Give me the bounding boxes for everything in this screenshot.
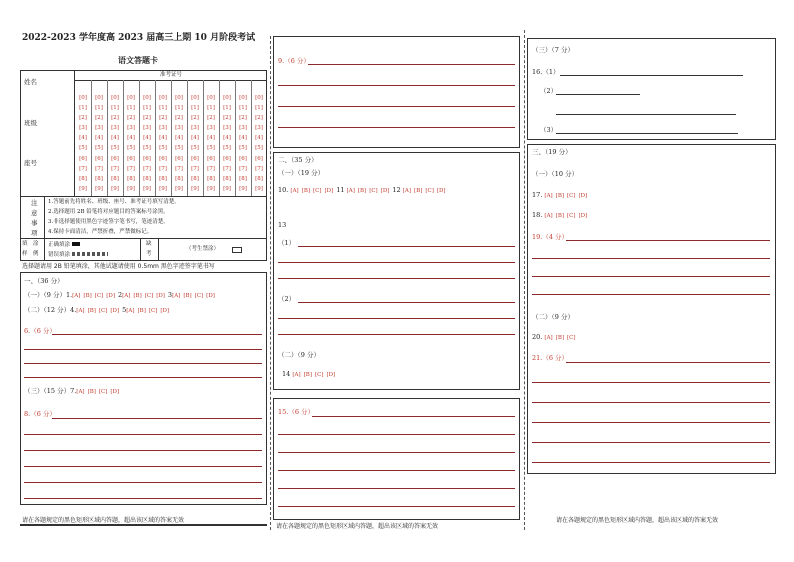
exam-number-column bbox=[236, 93, 250, 194]
option-bubble[interactable]: [A] bbox=[122, 293, 131, 299]
answer-options bbox=[544, 211, 590, 219]
digit-bubble[interactable]: [5] bbox=[207, 145, 215, 152]
digit-bubble[interactable]: [0] bbox=[175, 95, 183, 101]
digit-bubble[interactable]: [9] bbox=[159, 185, 167, 192]
digit-bubble[interactable]: [9] bbox=[79, 185, 87, 192]
digit-bubble[interactable]: [9] bbox=[143, 185, 151, 192]
digit-bubble[interactable]: [6] bbox=[111, 155, 119, 162]
answer-box-q9 bbox=[273, 36, 520, 148]
digit-bubble[interactable]: [0] bbox=[143, 95, 151, 101]
digit-bubble[interactable]: [6] bbox=[95, 155, 103, 162]
exam-title: 2022-2023 学年度高 2023 届高三上期 10 月阶段考试 bbox=[22, 33, 256, 43]
filled-mark-icon bbox=[72, 242, 80, 246]
answer-options bbox=[292, 370, 338, 378]
option-bubble[interactable]: [A] bbox=[76, 308, 85, 314]
digit-bubble[interactable]: [7] bbox=[239, 165, 247, 172]
digit-bubble[interactable]: [5] bbox=[159, 145, 167, 152]
digit-bubble[interactable]: [8] bbox=[95, 175, 103, 182]
option-bubble[interactable]: [C] bbox=[567, 193, 576, 199]
option-bubble[interactable]: [D] bbox=[380, 188, 390, 194]
digit-bubble[interactable]: [1] bbox=[223, 105, 231, 112]
part1-heading: （一）（10 分） bbox=[532, 170, 579, 178]
digit-bubble[interactable]: [5] bbox=[143, 145, 151, 152]
option-bubble[interactable]: [B] bbox=[414, 188, 423, 194]
digit-bubble[interactable]: [6] bbox=[239, 155, 247, 162]
option-bubble[interactable]: [D] bbox=[206, 293, 215, 299]
digit-bubble[interactable]: [7] bbox=[127, 165, 135, 172]
digit-bubble[interactable]: [9] bbox=[255, 185, 263, 192]
absent-label: 考 bbox=[146, 251, 152, 257]
option-bubble[interactable]: [D] bbox=[110, 308, 120, 314]
digit-bubble[interactable]: [7] bbox=[207, 165, 215, 172]
digit-bubble[interactable]: [0] bbox=[159, 95, 167, 101]
exam-number-column bbox=[188, 93, 202, 194]
absent-label: 缺 bbox=[146, 241, 152, 247]
digit-bubble[interactable]: [6] bbox=[127, 155, 135, 162]
digit-bubble[interactable]: [4] bbox=[111, 135, 119, 142]
part2-heading: （二）（9 分） bbox=[532, 313, 574, 321]
digit-bubble[interactable]: [6] bbox=[175, 155, 183, 162]
digit-bubble[interactable]: [1] bbox=[159, 105, 167, 112]
notes-label-2: 意 bbox=[31, 209, 38, 217]
exam-number-label: 准考证号 bbox=[160, 72, 183, 78]
digit-bubble[interactable]: [9] bbox=[111, 185, 119, 192]
digit-bubble[interactable]: [0] bbox=[255, 95, 263, 101]
digit-bubble[interactable]: [8] bbox=[159, 175, 167, 182]
note-line: 4.保持卡面清洁，严禁折叠，严禁做标记。 bbox=[48, 229, 153, 235]
instruction-text: 选择题请用 2B 铅笔填涂，其他试题请使用 0.5mm 黑色字迹签字笔书写 bbox=[22, 263, 215, 270]
digit-bubble[interactable]: [6] bbox=[191, 155, 199, 162]
digit-bubble[interactable]: [5] bbox=[255, 145, 263, 152]
option-bubble[interactable]: [B] bbox=[137, 308, 146, 314]
option-bubble[interactable]: [A] bbox=[544, 213, 553, 219]
footer-note-col3: 请在各题规定的黑色矩形区域内答题，超出该区域的答案无效 bbox=[556, 517, 719, 524]
digit-bubble[interactable]: [4] bbox=[143, 135, 151, 142]
digit-bubble[interactable]: [2] bbox=[191, 115, 199, 122]
digit-bubble[interactable]: [3] bbox=[207, 125, 215, 132]
q13-1-label: （1） bbox=[278, 239, 296, 247]
answer-options bbox=[544, 191, 590, 199]
part3-heading: （三）（15 分）7.[A] [B] [C] [D] bbox=[24, 388, 122, 396]
card-subtitle: 语文答题卡 bbox=[118, 55, 158, 65]
option-bubble[interactable]: [C] bbox=[194, 293, 204, 299]
digit-bubble[interactable]: [7] bbox=[223, 165, 231, 172]
digit-bubble[interactable]: [3] bbox=[127, 125, 135, 132]
digit-bubble[interactable]: [5] bbox=[95, 145, 103, 152]
digit-bubble[interactable]: [6] bbox=[255, 155, 263, 162]
digit-bubble[interactable]: [5] bbox=[223, 145, 231, 152]
option-bubble[interactable]: [D] bbox=[578, 213, 588, 219]
wrong-fill-label: 错误填涂 bbox=[48, 252, 108, 259]
seat-label: 座号 bbox=[24, 159, 37, 167]
option-bubble[interactable]: [A] bbox=[402, 188, 412, 194]
option-bubble[interactable]: [D] bbox=[578, 193, 588, 199]
digit-bubble[interactable]: [9] bbox=[95, 185, 103, 192]
option-bubble[interactable]: [A] bbox=[544, 193, 553, 199]
answer-options bbox=[76, 306, 122, 314]
digit-bubble[interactable]: [0] bbox=[95, 95, 103, 101]
option-bubble[interactable]: [C] bbox=[144, 293, 154, 299]
option-bubble[interactable]: [B] bbox=[183, 293, 192, 299]
answer-options bbox=[72, 291, 118, 299]
digit-bubble[interactable]: [9] bbox=[239, 185, 247, 192]
digit-bubble[interactable]: [9] bbox=[223, 185, 231, 192]
digit-bubble[interactable]: [3] bbox=[175, 125, 183, 132]
option-bubble[interactable]: [A] bbox=[172, 293, 181, 299]
option-bubble[interactable]: [D] bbox=[326, 372, 336, 378]
digit-bubble[interactable]: [5] bbox=[175, 145, 183, 152]
digit-bubble[interactable]: [7] bbox=[111, 165, 119, 172]
digit-bubble[interactable]: [0] bbox=[239, 95, 247, 101]
digit-bubble[interactable]: [8] bbox=[111, 175, 119, 182]
digit-bubble[interactable]: [7] bbox=[255, 165, 263, 172]
q13-2-label: （2） bbox=[278, 295, 296, 303]
digit-bubble[interactable]: [7] bbox=[143, 165, 151, 172]
digit-bubble[interactable]: [8] bbox=[143, 175, 151, 182]
option-bubble[interactable]: [A] bbox=[290, 188, 299, 194]
exam-number-column bbox=[252, 93, 266, 194]
option-bubble[interactable]: [B] bbox=[83, 293, 92, 299]
notes-label-4: 项 bbox=[31, 229, 38, 237]
digit-bubble[interactable]: [1] bbox=[95, 105, 103, 112]
digit-bubble[interactable]: [9] bbox=[207, 185, 215, 192]
digit-bubble[interactable]: [1] bbox=[207, 105, 215, 112]
part2-heading: （二）（12 分）4.[A] [B] [C] [D] 5[A] [B] [C] [D] bbox=[24, 307, 172, 315]
part3-heading: （三）（7 分） bbox=[532, 46, 574, 54]
q13-label: 13 bbox=[278, 221, 287, 229]
digit-bubble[interactable]: [1] bbox=[79, 105, 87, 112]
option-bubble[interactable]: [A] bbox=[72, 293, 81, 299]
q16-2-label: （2） bbox=[540, 87, 558, 95]
option-bubble[interactable]: [D] bbox=[324, 188, 334, 194]
q16-3-label: （3） bbox=[540, 126, 558, 134]
option-bubble[interactable]: [D] bbox=[160, 308, 170, 314]
correct-fill-label: 正确填涂 bbox=[48, 242, 80, 249]
digit-bubble[interactable]: [4] bbox=[239, 135, 247, 142]
digit-bubble[interactable]: [3] bbox=[223, 125, 231, 132]
digit-bubble[interactable]: [9] bbox=[191, 185, 199, 192]
digit-bubble[interactable]: [7] bbox=[79, 165, 87, 172]
q18-row: 18. [A] [B] [C] [D] bbox=[532, 212, 590, 220]
digit-bubble[interactable]: [4] bbox=[175, 135, 183, 142]
option-bubble[interactable]: [C] bbox=[567, 213, 576, 219]
q15-label: 15.（6 分） bbox=[278, 408, 315, 416]
q14-row: 14 [A] [B] [C] [D] bbox=[282, 371, 338, 379]
answer-options bbox=[403, 186, 449, 194]
digit-bubble[interactable]: [2] bbox=[95, 115, 103, 122]
section1-heading: 一、（36 分） bbox=[24, 277, 64, 285]
digit-bubble[interactable]: [8] bbox=[175, 175, 183, 182]
digit-bubble[interactable]: [2] bbox=[143, 115, 151, 122]
answer-options bbox=[122, 291, 168, 299]
option-bubble[interactable]: [C] bbox=[425, 188, 434, 194]
digit-bubble[interactable]: [1] bbox=[143, 105, 151, 112]
digit-bubble[interactable]: [0] bbox=[191, 95, 199, 101]
option-bubble[interactable]: [C] bbox=[369, 188, 378, 194]
digit-bubble[interactable]: [3] bbox=[79, 125, 87, 132]
answer-options bbox=[76, 387, 122, 395]
digit-bubble[interactable]: [2] bbox=[175, 115, 183, 122]
digit-bubble[interactable]: [7] bbox=[191, 165, 199, 172]
digit-bubble[interactable]: [5] bbox=[191, 145, 199, 152]
digit-bubble[interactable]: [6] bbox=[223, 155, 231, 162]
digit-bubble[interactable]: [2] bbox=[127, 115, 135, 122]
part1-heading: （一）（19 分） bbox=[278, 169, 325, 177]
q16-1-label: 16.（1） bbox=[532, 68, 560, 76]
digit-bubble[interactable]: [6] bbox=[207, 155, 215, 162]
digit-bubble[interactable]: [8] bbox=[223, 175, 231, 182]
digit-bubble[interactable]: [4] bbox=[191, 135, 199, 142]
digit-bubble[interactable]: [4] bbox=[79, 135, 87, 142]
digit-bubble[interactable]: [5] bbox=[127, 145, 135, 152]
digit-bubble[interactable]: [0] bbox=[79, 95, 87, 101]
note-line: 1.答题前先将姓名、班级、座号、准考证号填写清楚。 bbox=[48, 199, 180, 205]
option-bubble[interactable]: [C] bbox=[98, 389, 108, 395]
digit-bubble[interactable]: [4] bbox=[127, 135, 135, 142]
option-bubble[interactable]: [A] bbox=[76, 389, 85, 395]
digit-bubble[interactable]: [1] bbox=[111, 105, 119, 112]
name-label: 姓名 bbox=[24, 78, 37, 86]
digit-bubble[interactable]: [2] bbox=[223, 115, 231, 122]
option-bubble[interactable]: [B] bbox=[555, 335, 565, 341]
note-line: 3.非选择题使用黑色字迹签字笔书写，笔迹清楚。 bbox=[48, 219, 169, 225]
digit-bubble[interactable]: [8] bbox=[127, 175, 135, 182]
option-bubble[interactable]: [D] bbox=[110, 389, 120, 395]
absent-note: （考生禁涂） bbox=[186, 246, 220, 252]
exam-number-column bbox=[220, 93, 234, 194]
digit-bubble[interactable]: [5] bbox=[111, 145, 119, 152]
option-bubble[interactable]: [C] bbox=[98, 308, 108, 314]
absent-checkbox[interactable] bbox=[232, 247, 242, 253]
option-bubble[interactable]: [A] bbox=[544, 335, 553, 341]
option-bubble[interactable]: [C] bbox=[567, 335, 576, 341]
digit-bubble[interactable]: [6] bbox=[159, 155, 167, 162]
digit-bubble[interactable]: [1] bbox=[175, 105, 183, 112]
part2-heading: （二）（9 分） bbox=[278, 351, 320, 359]
digit-bubble[interactable]: [7] bbox=[175, 165, 183, 172]
digit-bubble[interactable]: [8] bbox=[207, 175, 215, 182]
q21-label: 21.（6 分） bbox=[532, 354, 569, 362]
option-bubble[interactable]: [D] bbox=[106, 293, 115, 299]
fill-example-label: 样 例 bbox=[22, 251, 39, 257]
option-bubble[interactable]: [B] bbox=[87, 308, 96, 314]
digit-bubble[interactable]: [7] bbox=[95, 165, 103, 172]
option-bubble[interactable]: [B] bbox=[555, 193, 565, 199]
exam-number-column bbox=[124, 93, 138, 194]
digit-bubble[interactable]: [3] bbox=[159, 125, 167, 132]
section2-heading: 二、（35 分） bbox=[278, 156, 318, 164]
digit-bubble[interactable]: [7] bbox=[159, 165, 167, 172]
class-label: 班级 bbox=[24, 119, 37, 127]
exam-number-column bbox=[204, 93, 218, 194]
digit-bubble[interactable]: [4] bbox=[255, 135, 263, 142]
exam-number-column bbox=[76, 93, 90, 194]
digit-bubble[interactable]: [8] bbox=[79, 175, 87, 182]
q17-row: 17. [A] [B] [C] [D] bbox=[532, 192, 590, 200]
digit-bubble[interactable]: [2] bbox=[111, 115, 119, 122]
option-bubble[interactable]: [B] bbox=[357, 188, 367, 194]
digit-bubble[interactable]: [4] bbox=[159, 135, 167, 142]
footer-note-col1: 请在各题规定的黑色矩形区域内答题，超出该区域的答案无效 bbox=[22, 517, 185, 524]
digit-bubble[interactable]: [8] bbox=[255, 175, 263, 182]
exam-number-column bbox=[92, 93, 106, 194]
digit-bubble[interactable]: [4] bbox=[223, 135, 231, 142]
answer-options bbox=[544, 333, 578, 341]
q9-label: 9.（6 分） bbox=[278, 57, 310, 65]
exam-number-column bbox=[156, 93, 170, 194]
option-bubble[interactable]: [B] bbox=[133, 293, 142, 299]
answer-options bbox=[347, 186, 393, 194]
option-bubble[interactable]: [C] bbox=[314, 372, 324, 378]
option-bubble[interactable]: [A] bbox=[292, 372, 301, 378]
answer-options bbox=[126, 306, 172, 314]
answer-options bbox=[172, 291, 218, 299]
part1-heading: （一）（9 分）1.[A] [B] [C] [D] 2[A] [B] [C] [D] 3[A] [B] [C] [D] bbox=[24, 292, 218, 300]
digit-bubble[interactable]: [6] bbox=[143, 155, 151, 162]
notes-label-1: 注 bbox=[31, 199, 38, 207]
digit-bubble[interactable]: [4] bbox=[207, 135, 215, 142]
digit-bubble[interactable]: [2] bbox=[159, 115, 167, 122]
q19-label: 19.（4 分） bbox=[532, 233, 569, 241]
notes-label-3: 事 bbox=[31, 219, 38, 227]
option-bubble[interactable]: [B] bbox=[301, 188, 311, 194]
option-bubble[interactable]: [A] bbox=[126, 308, 135, 314]
digit-bubble[interactable]: [2] bbox=[207, 115, 215, 122]
q20-row: 20. [A] [B] [C] bbox=[532, 334, 579, 342]
option-bubble[interactable]: [B] bbox=[303, 372, 312, 378]
digit-bubble[interactable]: [6] bbox=[79, 155, 87, 162]
digit-bubble[interactable]: [3] bbox=[143, 125, 151, 132]
q10-12-row: 10. [A] [B] [C] [D] 11 [A] [B] [C] [D] 12 [A] [B] [C] [D] bbox=[278, 187, 449, 195]
footer-note-col2: 请在各题规定的黑色矩形区域内答题，超出该区域的答案无效 bbox=[276, 523, 439, 530]
digit-bubble[interactable]: [3] bbox=[255, 125, 263, 132]
option-bubble[interactable]: [D] bbox=[436, 188, 446, 194]
digit-bubble[interactable]: [2] bbox=[255, 115, 263, 122]
digit-bubble[interactable]: [1] bbox=[127, 105, 135, 112]
section3-heading: 三、（19 分） bbox=[532, 148, 572, 156]
exam-number-column bbox=[108, 93, 122, 194]
answer-options bbox=[290, 186, 336, 194]
option-bubble[interactable]: [B] bbox=[555, 213, 565, 219]
digit-bubble[interactable]: [1] bbox=[255, 105, 263, 112]
digit-bubble[interactable]: [0] bbox=[127, 95, 135, 101]
digit-bubble[interactable]: [3] bbox=[95, 125, 103, 132]
option-bubble[interactable]: [B] bbox=[87, 389, 96, 395]
option-bubble[interactable]: [D] bbox=[156, 293, 165, 299]
option-bubble[interactable]: [C] bbox=[94, 293, 104, 299]
digit-bubble[interactable]: [2] bbox=[79, 115, 87, 122]
digit-bubble[interactable]: [0] bbox=[223, 95, 231, 101]
option-bubble[interactable]: [A] bbox=[346, 188, 355, 194]
digit-bubble[interactable]: [9] bbox=[175, 185, 183, 192]
digit-bubble[interactable]: [3] bbox=[111, 125, 119, 132]
exam-number-column bbox=[140, 93, 154, 194]
digit-bubble[interactable]: [1] bbox=[191, 105, 199, 112]
digit-bubble[interactable]: [2] bbox=[239, 115, 247, 122]
digit-bubble[interactable]: [5] bbox=[79, 145, 87, 152]
option-bubble[interactable]: [C] bbox=[313, 188, 322, 194]
option-bubble[interactable]: [C] bbox=[148, 308, 158, 314]
note-line: 2.选择题用 2B 铅笔将对应题目的答案标号涂黑。 bbox=[48, 209, 169, 215]
q8-label: 8.（6 分） bbox=[24, 410, 56, 418]
digit-bubble[interactable]: [0] bbox=[111, 95, 119, 101]
exam-number-column bbox=[172, 93, 186, 194]
wrong-mark-icon bbox=[72, 252, 108, 256]
digit-bubble[interactable]: [5] bbox=[239, 145, 247, 152]
digit-bubble[interactable]: [8] bbox=[239, 175, 247, 182]
digit-bubble[interactable]: [4] bbox=[95, 135, 103, 142]
digit-bubble[interactable]: [3] bbox=[239, 125, 247, 132]
fill-example-label: 填 涂 bbox=[22, 241, 39, 247]
digit-bubble[interactable]: [9] bbox=[127, 185, 135, 192]
digit-bubble[interactable]: [3] bbox=[191, 125, 199, 132]
q6-label: 6.（6 分） bbox=[24, 327, 56, 335]
digit-bubble[interactable]: [1] bbox=[239, 105, 247, 112]
digit-bubble[interactable]: [8] bbox=[191, 175, 199, 182]
digit-bubble[interactable]: [0] bbox=[207, 95, 215, 101]
